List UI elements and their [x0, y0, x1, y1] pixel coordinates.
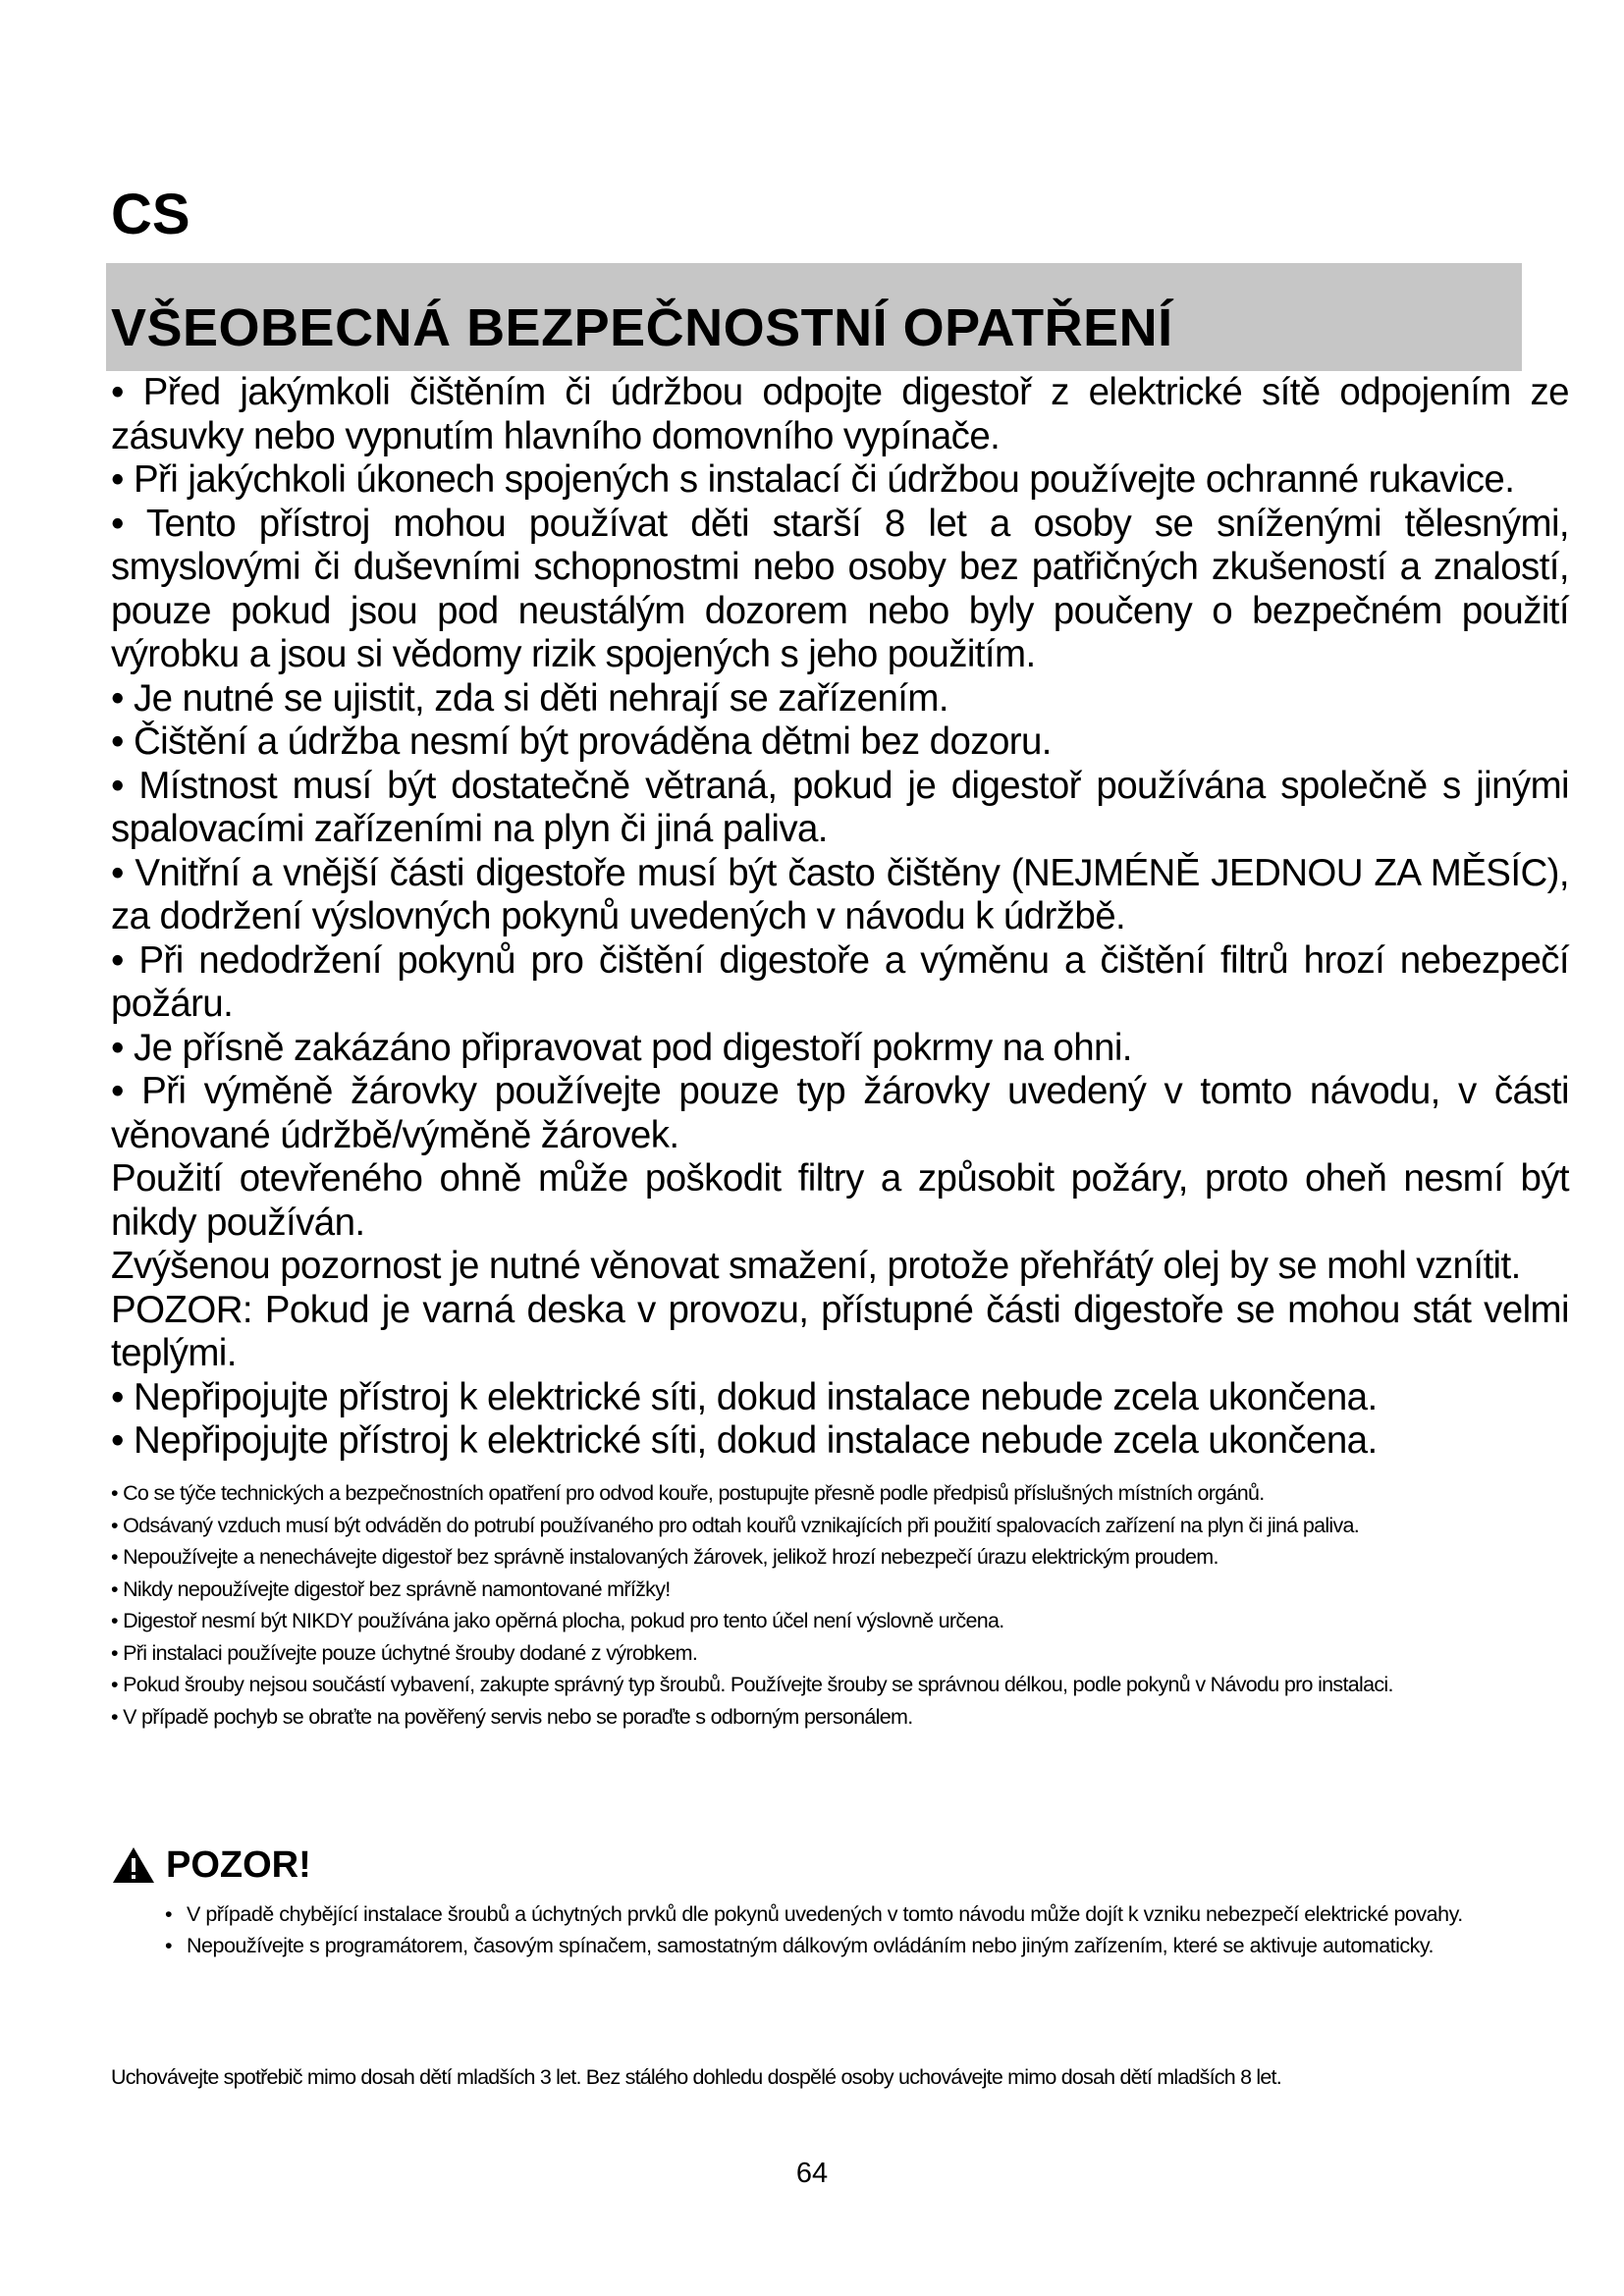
- warning-item: [157, 1898, 1527, 1930]
- warning-item-text: Nepoužívejte s programátorem, časovým spínačem, samostatným dálkovým ovládáním nebo jiným zařízením, které se aktivuje automaticky.: [187, 1934, 1435, 1957]
- bullet: •: [165, 1902, 173, 1926]
- main-paragraph: • Nepřipojujte přístroj k elektrické síti, dokud instalace nebude zcela ukončena.: [111, 1375, 1378, 1418]
- main-paragraph: • Místnost musí být dostatečně větraná, pokud je digestoř používána společně s jinými spalovacími zařízeními na plyn či jiná paliva.: [111, 764, 1569, 850]
- main-paragraph: • Nepřipojujte přístroj k elektrické síti, dokud instalace nebude zcela ukončena.: [111, 1419, 1378, 1462]
- main-paragraph: Použití otevřeného ohně může poškodit filtry a způsobit požáry, proto oheň nesmí být nikdy používán.: [111, 1157, 1569, 1244]
- secondary-safety-text: [111, 1477, 1525, 1733]
- main-paragraph: POZOR: Pokud je varná deska v provozu, přístupné části digestoře se mohou stát velmi teplými.: [111, 1288, 1569, 1374]
- main-paragraph: • Je přísně zakázáno připravovat pod digestoří pokrmy na ohni.: [111, 1026, 1132, 1069]
- main-paragraph: • Při výměně žárovky používejte pouze typ žárovky uvedený v tomto návodu, v části věnované údržbě/výměně žárovek.: [111, 1070, 1569, 1156]
- main-paragraph: • Při nedodržení pokynů pro čištění digestoře a výměnu a čištění filtrů hrozí nebezpečí požáru.: [111, 938, 1569, 1025]
- warning-list: [157, 1898, 1527, 1961]
- main-paragraph: • Před jakýmkoli čištěním či údržbou odpojte digestoř z elektrické sítě odpojením ze zásuvky nebo vypnutím hlavního domovního vypínače.: [111, 371, 1569, 457]
- small-paragraph: • Odsávaný vzduch musí být odváděn do potrubí používaného pro odtah kouřů vznikajících při použití spalovacích zařízení na plyn či jiná paliva.: [111, 1513, 1360, 1537]
- small-paragraph: • Při instalaci používejte pouze úchytné šrouby dodané z výrobkem.: [111, 1640, 698, 1665]
- language-code: CS: [111, 183, 190, 246]
- small-paragraph: • Pokud šrouby nejsou součástí vybavení, zakupte správný typ šroubů. Používejte šrouby se správnou délkou, podle pokynů v Návodu pro instalaci.: [111, 1673, 1393, 1696]
- main-paragraph: Zvýšenou pozornost je nutné věnovat smažení, protože přehřátý olej by se mohl vznítit.: [111, 1245, 1521, 1287]
- warning-triangle-icon: [111, 1845, 156, 1885]
- main-paragraph: • Při jakýchkoli úkonech spojených s instalací či údržbou používejte ochranné rukavice.: [111, 458, 1515, 501]
- small-paragraph: • Nikdy nepoužívejte digestoř bez správně namontované mřížky!: [111, 1576, 671, 1601]
- main-paragraph: • Je nutné se ujistit, zda si děti nehrají se zařízením.: [111, 676, 948, 720]
- small-paragraph: • V případě pochyb se obraťte na pověřený servis nebo se poraďte s odborným personálem.: [111, 1704, 913, 1729]
- small-paragraph: • Digestoř nesmí být NIKDY používána jako opěrná plocha, pokud pro tento účel není výslovně určena.: [111, 1609, 1004, 1632]
- main-paragraph: • Vnitřní a vnější části digestoře musí být často čištěny (NEJMÉNĚ JEDNOU ZA MĚSÍC), za dodržení výslovných pokynů uvedených v návodu k údržbě.: [111, 851, 1569, 937]
- footer-note: Uchovávejte spotřebič mimo dosah dětí mladších 3 let. Bez stálého dohledu dospělé osoby uchovávejte mimo dosah dětí mladších 8 let.: [111, 2065, 1281, 2089]
- page-number: 64: [795, 2158, 829, 2189]
- main-paragraph: • Čištění a údržba nesmí být prováděna dětmi bez dozoru.: [111, 721, 1052, 763]
- warning-item: [157, 1930, 1527, 1961]
- warning-heading-text: POZOR!: [166, 1844, 311, 1886]
- small-paragraph: • Nepoužívejte a nenechávejte digestoř bez správně instalovaných žárovek, jelikož hrozí nebezpečí úrazu elektrickým proudem.: [111, 1545, 1218, 1569]
- bullet: •: [165, 1934, 173, 1957]
- small-paragraph: • Co se týče technických a bezpečnostních opatření pro odvod kouře, postupujte přesně podle předpisů příslušných místních orgánů.: [111, 1481, 1265, 1505]
- warning-heading: [111, 1843, 311, 1887]
- warning-item-text: V případě chybějící instalace šroubů a úchytných prvků dle pokynů uvedených v tomto návodu může dojít k vzniku nebezpečí elektrické povahy.: [187, 1902, 1463, 1926]
- section-title: VŠEOBECNÁ BEZPEČNOSTNÍ OPATŘENÍ: [111, 298, 1173, 357]
- main-paragraph: • Tento přístroj mohou používat děti starší 8 let a osoby se sníženými tělesnými, smyslovými či duševními schopnostmi nebo osoby bez patřičných zkušeností a znalostí, pouze pokud jsou pod neustálým dozorem nebo byly poučeny o bezpečném použití výrobku a jsou si vědomy rizik spojených s jeho použitím.: [111, 502, 1569, 675]
- main-safety-text: [111, 371, 1569, 1464]
